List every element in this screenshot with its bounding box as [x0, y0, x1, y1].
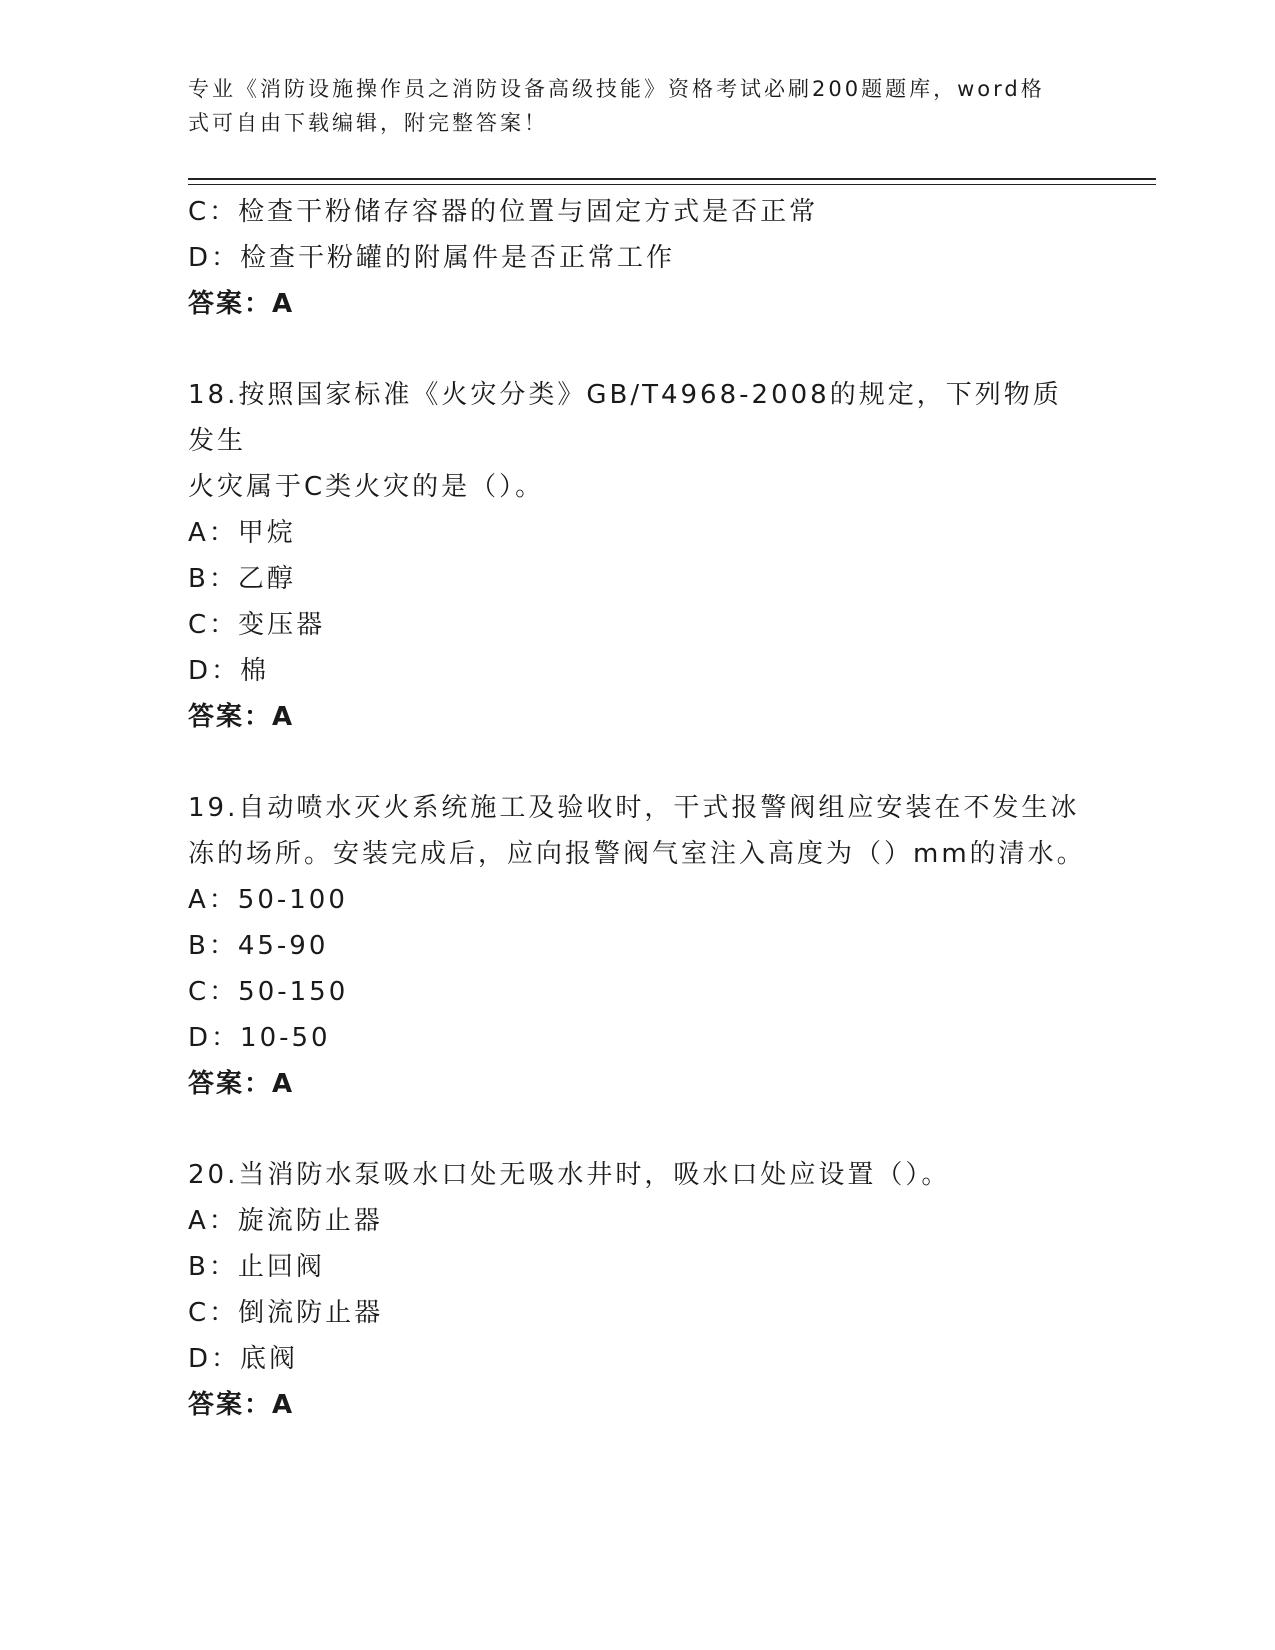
continued-question [188, 189, 1088, 327]
header-divider-thin [188, 184, 1156, 185]
option-a: A：甲烷 [188, 518, 296, 548]
option-c: C：倒流防止器 [188, 1298, 384, 1328]
option-c: C：检查干粉储存容器的位置与固定方式是否正常 [188, 197, 819, 227]
option-a: A：50-100 [188, 885, 348, 915]
option-c: C：50-150 [188, 977, 349, 1007]
question-19 [188, 785, 1088, 1107]
answer: 答案：A [188, 1069, 295, 1099]
option-b: B：乙醇 [188, 564, 296, 594]
option-b: B：止回阀 [188, 1252, 325, 1282]
header-divider-thick [188, 178, 1156, 180]
question-20 [188, 1152, 1088, 1428]
option-d: D：棉 [188, 656, 270, 686]
option-c: C：变压器 [188, 610, 326, 640]
question-stem: 20.当消防水泵吸水口处无吸水井时，吸水口处应设置（）。 [188, 1160, 951, 1190]
question-18 [188, 372, 1088, 740]
option-a: A：旋流防止器 [188, 1206, 383, 1236]
document-header: 专业《消防设施操作员之消防设备高级技能》资格考试必刷200题题库，word格式可自由下载编辑，附完整答案！ [188, 77, 1045, 135]
option-d: D：检查干粉罐的附属件是否正常工作 [188, 243, 676, 273]
question-content [188, 189, 1088, 1428]
answer: 答案：A [188, 289, 295, 319]
option-d: D：底阀 [188, 1344, 299, 1374]
answer: 答案：A [188, 702, 295, 732]
option-b: B：45-90 [188, 931, 329, 961]
question-stem: 19.自动喷水灭火系统施工及验收时，干式报警阀组应安装在不发生冰 冻的场所。安装完成后，应向报警阀气室注入高度为（）mm的清水。 [188, 793, 1086, 869]
answer: 答案：A [188, 1390, 295, 1420]
question-stem: 18.按照国家标准《火灾分类》GB/T4968-2008的规定，下列物质发生 火灾属于C类火灾的是（）。 [188, 380, 1062, 502]
option-d: D：10-50 [188, 1023, 331, 1053]
